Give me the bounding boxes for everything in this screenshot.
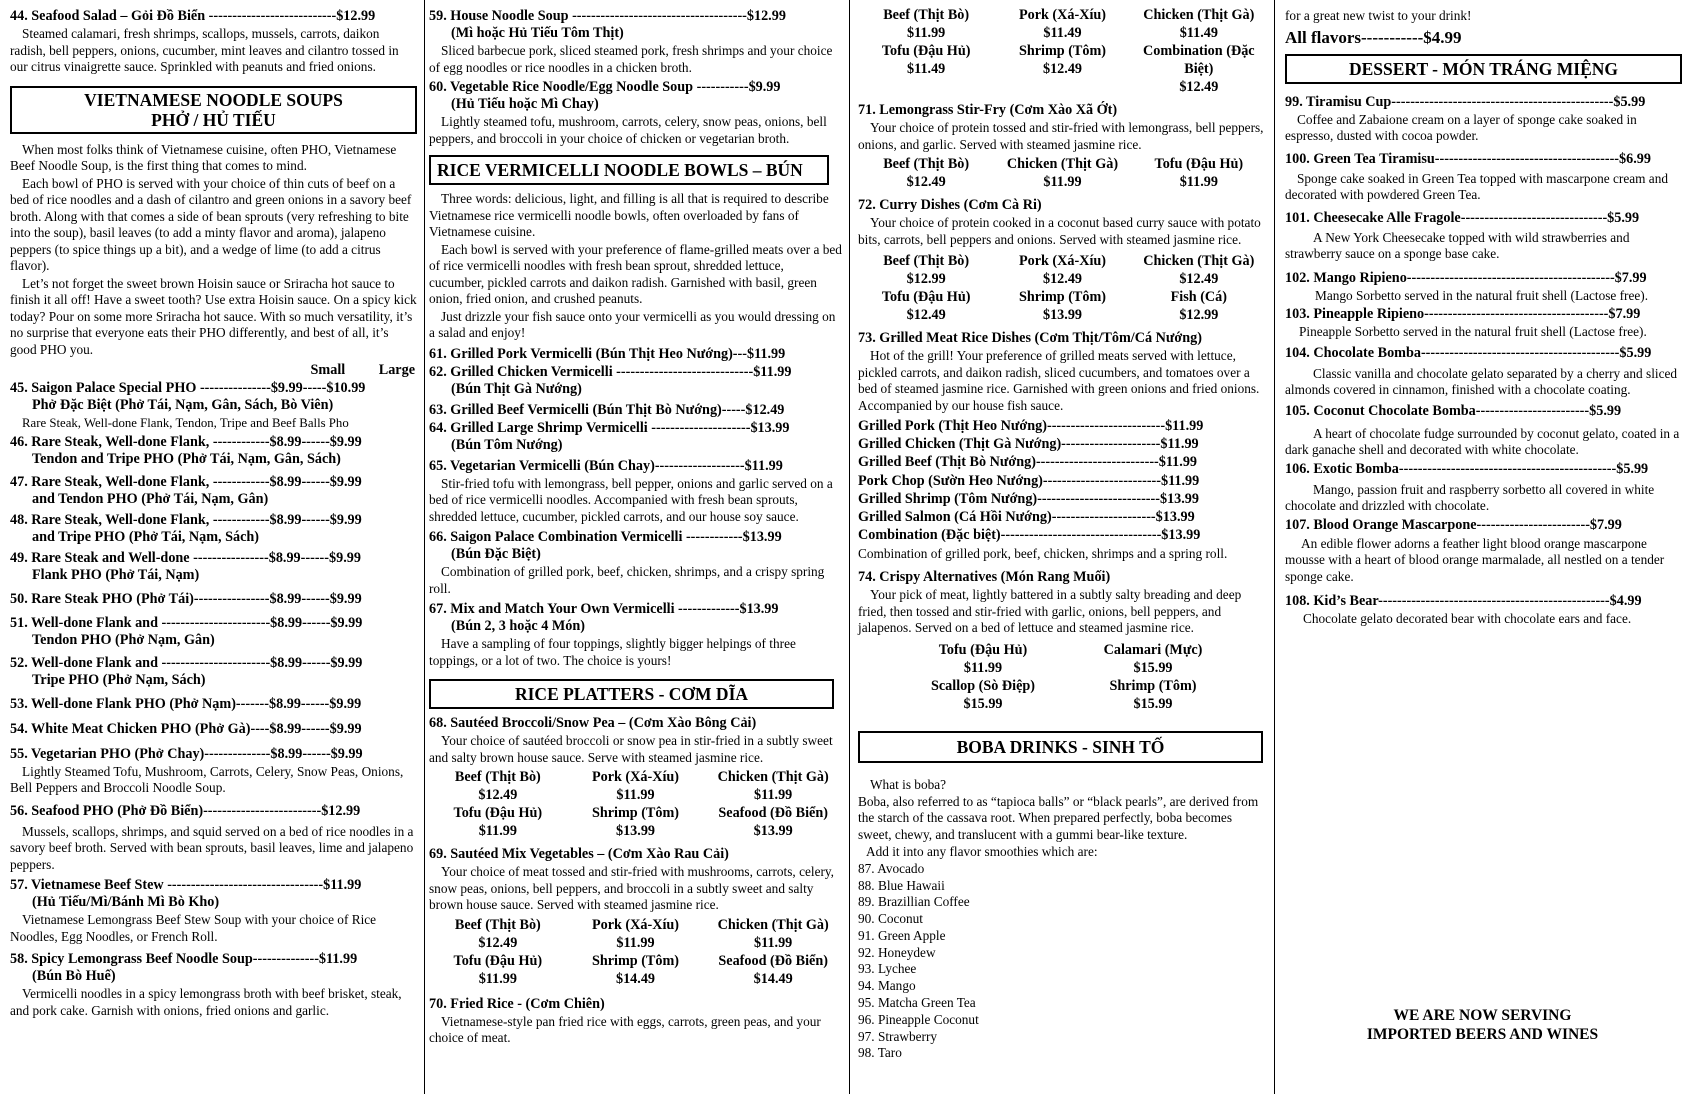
flavor-item: 88. Blue Hawaii — [858, 877, 945, 893]
item-title: 46. Rare Steak, Well-done Flank, ------------$8.99------$9.99 — [10, 433, 362, 450]
price-option: Tofu (Đậu Hủ) $11.99 — [453, 952, 543, 987]
grilled-price-list — [858, 417, 1267, 544]
item-subtitle: Phở Đặc Biệt (Phở Tái, Nạm, Gân, Sách, Bò Viên) — [32, 397, 334, 413]
flavor-item: 96. Pineapple Coconut — [858, 1011, 979, 1027]
item-description: Lightly Steamed Tofu, Mushroom, Carrots, Celery, Snow Peas, Onions, Bell Peppers and Broccoli Noodle Soup. — [10, 763, 404, 795]
item-title: 45. Saigon Palace Special PHO ---------------$9.99-----$10.99 — [10, 380, 366, 396]
dessert-title: 101. Cheesecake Alle Fragole-------------------------------$5.99 — [1285, 209, 1640, 226]
item-title: 72. Curry Dishes (Cơm Cà Ri) — [858, 197, 1042, 213]
beer-wine-notice — [1275, 1006, 1690, 1044]
price-option: Tofu (Đậu Hủ) $11.99 — [1154, 156, 1244, 190]
menu-column-3 — [850, 0, 1275, 1094]
price-option: Seafood (Đồ Biển) $13.99 — [718, 805, 828, 839]
item-subtitle: (Mì hoặc Hủ Tiếu Tôm Thịt) — [451, 25, 624, 41]
price-option: Chicken (Thịt Gà) $11.99 — [1006, 156, 1119, 190]
item-title: 68. Sautéed Broccoli/Snow Pea – (Cơm Xào Bông Cải) — [429, 715, 757, 731]
intro-paragraph: Let’s not forget the sweet brown Hoisin sauce or Sriracha hot sauce to finish it all off! Have a sweet tooth? Use extra Hoisin sauce. On a spicy kick today? Pour on some more Sriracha hot sauce. With so much versatility, it’s no surprise that everyone eats their PHO differently, and best of all, it’s good PHO you. — [10, 275, 417, 357]
intro-paragraph: Just drizzle your fish sauce onto your vermicelli as you would dressing on a salad and enjoy! — [429, 308, 836, 340]
price-grid — [429, 768, 842, 840]
item-subtitle: (Bún Bò Huế) — [32, 968, 116, 984]
item-description: Sliced barbecue pork, sliced steamed pork, fresh shrimps and your choice of egg noodles or rice noodles in a chicken broth. — [429, 43, 833, 75]
price-option: Scallop (Sò Điệp) $15.99 — [930, 677, 1036, 712]
price-option: Tofu (Đậu Hủ) $11.99 — [453, 805, 543, 839]
price-option: Calamari (Mực) $15.99 — [1103, 641, 1203, 676]
item-title: 57. Vietnamese Beef Stew ---------------------------------$11.99 — [10, 877, 362, 893]
dessert-title: 102. Mango Ripieno--------------------------------------------$7.99 — [1285, 269, 1647, 286]
item-title: 55. Vegetarian PHO (Phở Chay)--------------$8.99------$9.99 — [10, 745, 363, 762]
section-header-line: PHỞ / HỦ TIẾU — [151, 109, 276, 130]
item-title: 53. Well-done Flank PHO (Phở Nạm)-------$8.99------$9.99 — [10, 695, 362, 712]
item-title: 60. Vegetable Rice Noodle/Egg Noodle Soup -----------$9.99 — [429, 79, 781, 95]
item-subtitle: Tripe PHO (Phở Nạm, Sách) — [32, 671, 206, 688]
dessert-description: Pineapple Sorbetto served in the natural fruit shell (Lactose free). — [1299, 324, 1647, 340]
item-description: Mussels, scallops, shrimps, and squid served on a bed of rice noodles in a savory beef broth. Served with bean sprouts, basil leaves, lime and jalapeno peppers. — [10, 823, 414, 872]
price-option: Shrimp (Tôm) $14.49 — [591, 952, 680, 987]
section-header-noodle-soups — [10, 86, 417, 134]
flavor-item: 91. Green Apple — [858, 927, 946, 943]
grilled-option: Grilled Beef (Thịt Bò Nướng)--------------------------$11.99 — [858, 454, 1198, 471]
item-description: Your pick of meat, lightly battered in a subtly salty breading and deep fried, then tossed and stir-fried with garlic, onions, bell peppers, and jalapenos. Served on a bed of lettuce and steamed jasmine rice. — [858, 587, 1242, 636]
item-title: 70. Fried Rice - (Cơm Chiên) — [429, 995, 605, 1012]
flavor-item: 89. Brazillian Coffee — [858, 894, 970, 910]
grilled-option: Pork Chop (Sườn Heo Nướng)-------------------------$11.99 — [858, 472, 1200, 489]
item-description: Vietnamese Lemongrass Beef Stew Soup with your choice of Rice Noodles, Egg Noodles, or French Roll. — [10, 912, 377, 944]
price-option: Beef (Thịt Bò) $11.99 — [883, 7, 970, 41]
item-description: Rare Steak, Well-done Flank, Tendon, Tripe and Beef Balls Pho — [22, 416, 349, 430]
dessert-title: 99. Tiramisu Cup-----------------------------------------------$5.99 — [1285, 93, 1646, 110]
flavor-item: 94. Mango — [858, 978, 916, 994]
dessert-title: 105. Coconut Chocolate Bomba------------------------$5.99 — [1285, 402, 1622, 419]
intro-paragraph: Each bowl of PHO is served with your choice of thin cuts of beef on a bed of rice noodles and a dash of cilantro and green onions in a savory beef broth. Along with that comes a side of bean sprouts (very refreshing to bite into the soup), basil leaves (to add a minty flavor and aroma), jalapeno peppers (to spice things up a bit), and a wedge of lime (to add a citrus flavor). — [10, 175, 412, 273]
item-title: 69. Sautéed Mix Vegetables – (Cơm Xào Rau Cải) — [429, 846, 729, 862]
flavor-item: 90. Coconut — [858, 911, 924, 927]
item-description: Your choice of protein cooked in a coconut based curry sauce with potato bits, carrots, bell peppers and onions. Served with steamed jasmine rice. — [858, 215, 1261, 247]
price-grid — [858, 252, 1267, 324]
item-title: 74. Crispy Alternatives (Món Rang Muối) — [858, 569, 1111, 586]
item-description: Stir-fried tofu with lemongrass, bell pepper, onions and garlic served on a bed of rice vermicelli noodles. Accompanied with fresh bean sprouts, shredded lettuce, cucumber, pickled carrots, and our house soy sauce. — [429, 475, 833, 524]
size-labels — [10, 362, 417, 379]
price-option: Pork (Xá-Xíu) $11.99 — [591, 769, 680, 803]
item-title: 56. Seafood PHO (Phở Đồ Biển)-------------------------$12.99 — [10, 802, 361, 819]
item-description: Vermicelli noodles in a spicy lemongrass broth with beef brisket, steak, and pork cake. Garnish with onions, fried onions and garlic. — [10, 986, 402, 1018]
price-option: Pork (Xá-Xíu) $11.49 — [1018, 7, 1107, 41]
item-subtitle: (Hủ Tiếu hoặc Mì Chay) — [451, 96, 599, 112]
dessert-description: A heart of chocolate fudge surrounded by coconut gelato, coated in a dark ganache shell and decorated with white chocolate. — [1285, 425, 1680, 458]
item-title: 51. Well-done Flank and -----------------------$8.99------$9.99 — [10, 614, 363, 631]
price-option: Fish (Cá) $12.99 — [1170, 289, 1227, 323]
size-small-label: Small — [310, 362, 346, 378]
grilled-option: Grilled Shrimp (Tôm Nướng)--------------------------$13.99 — [858, 490, 1199, 507]
boba-description: Boba, also referred to as “tapioca balls” or “black pearls”, are derived from the starch of the cassava root. When prepared perfectly, boba becomes sweet, chewy, and translucent with a gummi bear-like texture. — [858, 793, 1259, 843]
price-option: Pork (Xá-Xíu) $12.49 — [1018, 253, 1107, 287]
item-title: 71. Lemongrass Stir-Fry (Cơm Xào Xã Ớt) — [858, 102, 1118, 118]
item-title: 54. White Meat Chicken PHO (Phở Gà)----$8.99------$9.99 — [10, 720, 362, 737]
flavor-item: 98. Taro — [858, 1045, 902, 1061]
boba-add-note: Add it into any flavor smoothies which are: — [866, 843, 1098, 859]
item-title: 48. Rare Steak, Well-done Flank, ------------$8.99------$9.99 — [10, 511, 362, 528]
dessert-title: 106. Exotic Bomba----------------------------------------------$5.99 — [1285, 460, 1649, 477]
intro-paragraph: Three words: delicious, light, and filling is all that is required to describe Vietnamese rice vermicelli noodle bowls, often overloaded by fans of Vietnamese cuisine. — [429, 191, 829, 239]
section-header-boba: BOBA DRINKS - SINH TỐ — [858, 731, 1263, 763]
size-large-label: Large — [378, 362, 415, 378]
intro-paragraph: When most folks think of Vietnamese cuisine, often PHO, Vietnamese Beef Noodle Soup, is the first thing that comes to mind. — [10, 141, 397, 173]
price-option: Pork (Xá-Xíu) $11.99 — [591, 916, 680, 951]
item-title: 44. Seafood Salad – Gỏi Đồ Biển ---------------------------$12.99 — [10, 8, 376, 24]
flavor-item: 92. Honeydew — [858, 944, 936, 960]
notice-line: WE ARE NOW SERVING — [1393, 1007, 1572, 1024]
item-title: 61. Grilled Pork Vermicelli (Bún Thịt Heo Nướng)---$11.99 — [429, 345, 786, 362]
item-subtitle: (Bún Đặc Biệt) — [451, 546, 541, 562]
price-option: Chicken (Thịt Gà) $11.99 — [717, 916, 829, 951]
menu-column-4 — [1275, 0, 1690, 1094]
section-header-line: VIETNAMESE NOODLE SOUPS — [84, 89, 343, 110]
grilled-option: Grilled Chicken (Thịt Gà Nướng)---------------------$11.99 — [858, 436, 1199, 453]
price-option: Beef (Thịt Bò) $12.49 — [454, 769, 541, 803]
item-title: 47. Rare Steak, Well-done Flank, ------------$8.99------$9.99 — [10, 473, 362, 490]
price-option: Tofu (Đậu Hủ) $11.99 — [938, 641, 1028, 676]
price-option: Tofu (Đậu Hủ) $12.49 — [881, 289, 971, 323]
item-title: 50. Rare Steak PHO (Phở Tái)----------------$8.99------$9.99 — [10, 590, 362, 607]
section-header-rice-platters: RICE PLATTERS - CƠM DĨA — [429, 679, 834, 709]
price-grid — [858, 6, 1267, 96]
item-title: 73. Grilled Meat Rice Dishes (Cơm Thịt/Tôm/Cá Nướng) — [858, 330, 1202, 346]
item-subtitle: (Bún Tôm Nướng) — [451, 436, 563, 453]
item-title: 63. Grilled Beef Vermicelli (Bún Thịt Bò Nướng)-----$12.49 — [429, 401, 785, 418]
flavor-item: 93. Lychee — [858, 961, 917, 977]
dessert-description: Classic vanilla and chocolate gelato separated by a cherry and sliced almonds covered in cinnamon, finished with a chocolate coating. — [1285, 365, 1678, 398]
price-option: Beef (Thịt Bò) $12.99 — [883, 253, 970, 287]
item-title: 67. Mix and Match Your Own Vermicelli -------------$13.99 — [429, 601, 779, 617]
intro-paragraph: Each bowl is served with your preference of flame-grilled meats over a bed of rice vermicelli noodles with fresh bean sprout, shredded lettuce, cucumber, pickled carrots and daikon radish. Garnished with basil, green onion, fried onion, and crushed peanuts. — [429, 241, 842, 306]
item-description: Hot of the grill! Your preference of grilled meats served with lettuce, pickled carrots, and daikon radish, sliced cucumbers, and tomatoes over a bed of steamed jasmine rice. Garnished with green onions and fried onions. Accompanied by our house fish sauce. — [858, 348, 1260, 413]
boba-question: What is boba? — [870, 776, 947, 792]
section-header-vermicelli: RICE VERMICELLI NOODLE BOWLS – BÚN — [429, 155, 829, 185]
price-option: Shrimp (Tôm) $13.99 — [591, 805, 680, 839]
dessert-description: Sponge cake soaked in Green Tea topped with mascarpone cream and decorated with powdered Green Tea. — [1285, 170, 1668, 203]
price-option: Chicken (Thịt Gà) $11.99 — [717, 769, 829, 803]
dessert-description: Mango, passion fruit and raspberry sorbetto all covered in white chocolate and drizzled with chocolate. — [1285, 481, 1655, 514]
price-option: Chicken (Thịt Gà) $12.49 — [1143, 253, 1255, 287]
item-title: 59. House Noodle Soup -------------------------------------$12.99 — [429, 8, 786, 24]
dessert-description: A New York Cheesecake topped with wild strawberries and strawberry sauce on a sponge base cake. — [1285, 229, 1630, 262]
item-description: Vietnamese-style pan fried rice with eggs, carrots, green peas, and your choice of meat. — [429, 1013, 821, 1045]
item-subtitle: Tendon PHO (Phở Nạm, Gân) — [32, 631, 215, 648]
dessert-description: Mango Sorbetto served in the natural fruit shell (Lactose free). — [1315, 287, 1649, 303]
dessert-title: 103. Pineapple Ripieno---------------------------------------$7.99 — [1285, 306, 1641, 323]
item-subtitle: Flank PHO (Phở Tái, Nạm) — [32, 566, 200, 583]
price-option: Shrimp (Tôm) $12.49 — [1018, 43, 1107, 77]
flavor-item: 95. Matcha Green Tea — [858, 995, 976, 1011]
section-header-dessert: DESSERT - MÓN TRÁNG MIỆNG — [1285, 54, 1682, 84]
flavor-list — [858, 861, 1267, 1063]
dessert-description: Coffee and Zabaione cream on a layer of sponge cake soaked in espresso, dusted with cocoa powder. — [1285, 111, 1637, 144]
item-title: 65. Vegetarian Vermicelli (Bún Chay)-------------------$11.99 — [429, 457, 783, 474]
item-title: 66. Saigon Palace Combination Vermicelli ------------$13.99 — [429, 529, 782, 545]
item-subtitle: and Tendon PHO (Phở Tái, Nạm, Gân) — [32, 490, 269, 507]
dessert-title: 100. Green Tea Tiramisu---------------------------------------$6.99 — [1285, 150, 1651, 167]
item-description: Have a sampling of four toppings, slightly bigger helpings of three toppings, or a lot of two. The choice is yours! — [429, 636, 796, 668]
flavor-item: 97. Strawberry — [858, 1028, 938, 1044]
dessert-description: Chocolate gelato decorated bear with chocolate ears and face. — [1303, 611, 1632, 627]
item-note: Combination of grilled pork, beef, chicken, shrimps and a spring roll. — [858, 546, 1228, 562]
item-title: 58. Spicy Lemongrass Beef Noodle Soup--------------$11.99 — [10, 951, 358, 967]
item-subtitle: and Tripe PHO (Phở Tái, Nạm, Sách) — [32, 528, 259, 545]
item-subtitle: (Bún Thịt Gà Nướng) — [451, 380, 582, 397]
item-title: 52. Well-done Flank and -----------------------$8.99------$9.99 — [10, 654, 363, 671]
boba-twist-note: for a great new twist to your drink! — [1285, 8, 1472, 23]
price-option: Shrimp (Tôm) $13.99 — [1018, 289, 1107, 323]
item-description: Your choice of protein tossed and stir-fried with lemongrass, bell peppers, onions, and garlic. Served with steamed jasmine rice. — [858, 120, 1264, 152]
price-option: Chicken (Thịt Gà) $11.49 — [1143, 7, 1255, 41]
item-title: 64. Grilled Large Shrimp Vermicelli ---------------------$13.99 — [429, 419, 790, 436]
notice-line: IMPORTED BEERS AND WINES — [1366, 1026, 1599, 1043]
dessert-title: 107. Blood Orange Mascarpone------------------------$7.99 — [1285, 516, 1622, 533]
grilled-option: Grilled Salmon (Cá Hồi Nướng)----------------------$13.99 — [858, 509, 1195, 526]
price-grid — [858, 155, 1267, 191]
price-option: Combination (Đặc Biệt) $12.49 — [1143, 43, 1255, 95]
flavor-item: 87. Avocado — [858, 860, 925, 876]
price-option: Beef (Thịt Bò) $12.49 — [454, 916, 541, 951]
price-option: Tofu (Đậu Hủ) $11.49 — [881, 43, 971, 77]
dessert-title: 108. Kid’s Bear-------------------------------------------------$4.99 — [1285, 593, 1642, 610]
item-description: Lightly steamed tofu, mushroom, carrots, celery, snow peas, onions, bell peppers, and broccoli in your choice of chicken or vegetarian broth. — [429, 114, 827, 146]
item-title: 49. Rare Steak and Well-done ----------------$8.99------$9.99 — [10, 549, 361, 566]
grilled-option: Combination (Đặc biệt)----------------------------------$13.99 — [858, 527, 1201, 544]
dessert-description: An edible flower adorns a feather light blood orange mascarpone mousse with a heart of blood orange marmalade, all nestled on a tender sponge cake. — [1285, 535, 1665, 584]
item-description: Your choice of meat tossed and stir-fried with mushrooms, carrots, celery, snow peas, onions, bell peppers, and broccoli in a subtly sweet and salty brown house sauce. Served with steamed jasmine rice. — [429, 864, 835, 912]
price-option: Shrimp (Tôm) $15.99 — [1109, 677, 1197, 712]
price-option: Seafood (Đồ Biển) $14.49 — [718, 952, 828, 987]
item-subtitle: Tendon and Tripe PHO (Phở Tái, Nạm, Gân, Sách) — [32, 450, 341, 467]
item-subtitle: (Hủ Tiếu/Mì/Bánh Mì Bò Kho) — [32, 894, 220, 910]
item-title: 62. Grilled Chicken Vermicelli -----------------------------$11.99 — [429, 363, 792, 380]
price-grid — [429, 916, 842, 988]
all-flavors-price: All flavors-----------$4.99 — [1285, 27, 1462, 47]
item-subtitle: (Bún 2, 3 hoặc 4 Món) — [451, 618, 586, 634]
item-description: Combination of grilled pork, beef, chicken, shrimps, and a crispy spring roll. — [429, 564, 825, 596]
dessert-title: 104. Chocolate Bomba------------------------------------------$5.99 — [1285, 344, 1652, 361]
item-description: Your choice of sautéed broccoli or snow pea in stir-fried in a subtly sweet and salty brown house sauce. Serve with steamed jasmine rice. — [429, 733, 833, 765]
menu-column-1 — [0, 0, 425, 1094]
price-option: Beef (Thịt Bò) $12.49 — [883, 156, 970, 190]
menu-column-2 — [425, 0, 850, 1094]
item-description: Steamed calamari, fresh shrimps, scallops, mussels, carrots, daikon radish, bell peppers, onions, cucumber, mint leaves and cilantro tossed in our citrus vinaigrette sauce. Sprinkled with peanuts and fried onions. — [10, 26, 399, 74]
price-grid — [898, 641, 1238, 713]
grilled-option: Grilled Pork (Thịt Heo Nướng)-------------------------$11.99 — [858, 418, 1204, 434]
